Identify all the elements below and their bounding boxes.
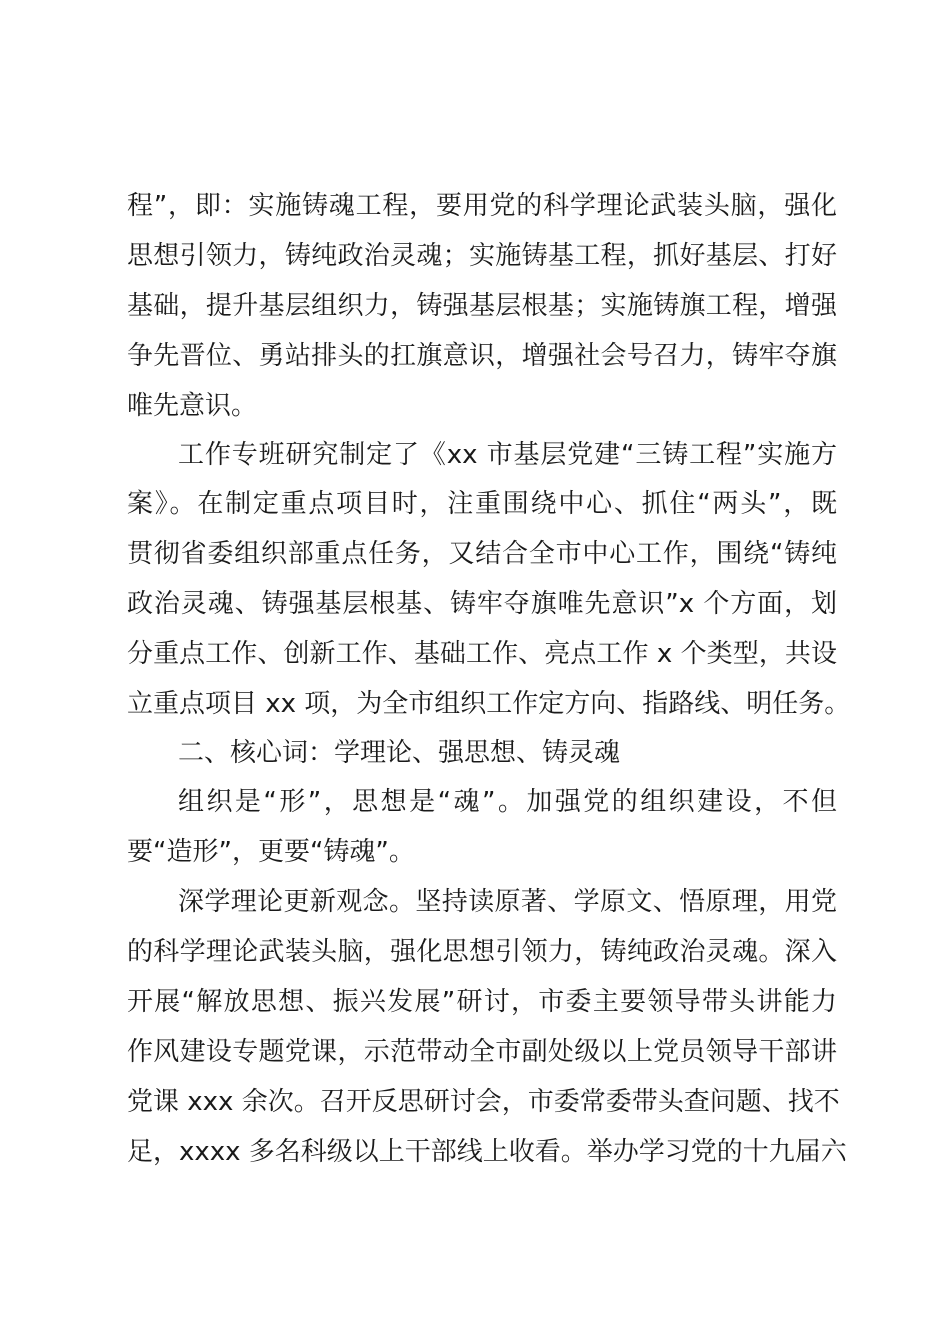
text-line: 贯彻省委组织部重点任务，又结合全市中心工作，围绕“铸纯 bbox=[127, 539, 837, 569]
text-line: 基础，提升基层组织力，铸强基层根基；实施铸旗工程，增强 bbox=[127, 291, 837, 321]
text-line: 政治灵魂、铸强基层根基、铸牢夺旗唯先意识”x 个方面，划 bbox=[127, 589, 837, 619]
text-line: 作风建设专题党课，示范带动全市副处级以上党员领导干部讲 bbox=[127, 1037, 837, 1067]
text-line: 要“造形”，更要“铸魂”。 bbox=[127, 837, 415, 867]
text-line: 程”，即：实施铸魂工程，要用党的科学理论武装头脑，强化 bbox=[127, 191, 837, 221]
text-line: 立重点项目 xx 项，为全市组织工作定方向、指路线、明任务。 bbox=[127, 689, 851, 719]
text-line: 的科学理论武装头脑，强化思想引领力，铸纯政治灵魂。深入 bbox=[127, 937, 837, 967]
text-line: 案》。在制定重点项目时，注重围绕中心、抓住“两头”，既 bbox=[127, 489, 837, 519]
paragraph-first-line: 深学理论更新观念。坚持读原著、学原文、悟原理，用党 bbox=[178, 887, 837, 917]
text-line: 开展“解放思想、振兴发展”研讨，市委主要领导带头讲能力 bbox=[127, 987, 837, 1017]
paragraph-first-line: 组织是“形”，思想是“魂”。加强党的组织建设，不但 bbox=[178, 787, 837, 817]
text-line: 足，xxxx 多名科级以上干部线上收看。举办学习党的十九届六 bbox=[127, 1137, 847, 1167]
text-line: 争先晋位、勇站排头的扛旗意识，增强社会号召力，铸牢夺旗 bbox=[127, 341, 837, 371]
text-line: 唯先意识。 bbox=[127, 391, 258, 421]
text-line: 分重点工作、创新工作、基础工作、亮点工作 x 个类型，共设 bbox=[127, 639, 837, 669]
section-heading: 二、核心词：学理论、强思想、铸灵魂 bbox=[178, 738, 621, 768]
paragraph-first-line: 工作专班研究制定了《xx 市基层党建“三铸工程”实施方 bbox=[178, 440, 837, 470]
text-line: 思想引领力，铸纯政治灵魂；实施铸基工程，抓好基层、打好 bbox=[127, 241, 837, 271]
text-line: 党课 xxx 余次。召开反思研讨会，市委常委带头查问题、找不 bbox=[127, 1087, 840, 1117]
